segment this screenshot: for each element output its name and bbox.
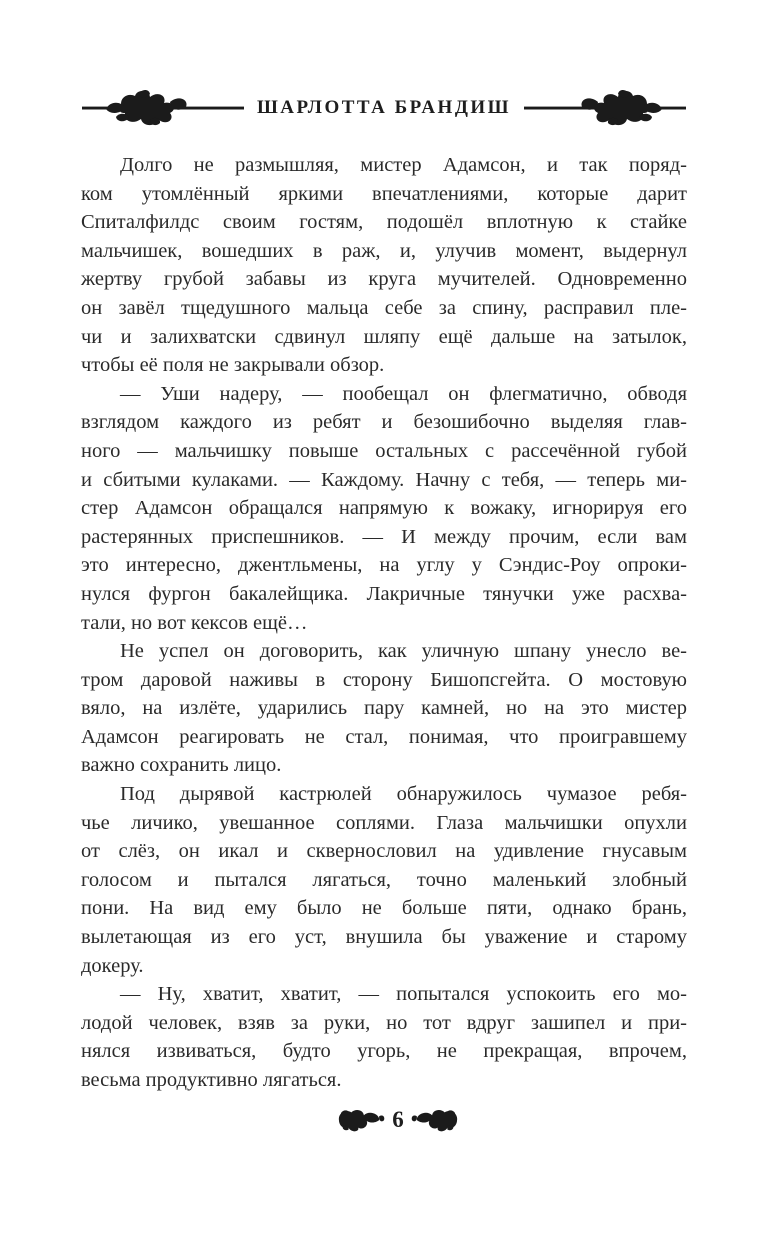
text-line: нулся фургон бакалейщика. Лакричные тянучки уже расхва- bbox=[81, 582, 687, 605]
footer-flourish-right-icon bbox=[411, 1107, 459, 1133]
header-flourish-right-icon bbox=[524, 88, 686, 128]
text-line: вяло, на излёте, ударились пару камней, но на это мистер bbox=[81, 697, 687, 720]
text-line: чтобы её поля не закрывали обзор. bbox=[81, 354, 385, 377]
text-line: и сбитыми кулаками. — Каждому. Начну с тебя, — теперь ми- bbox=[81, 468, 687, 491]
page-header bbox=[0, 86, 768, 130]
page-footer bbox=[14, 1103, 768, 1137]
text-line: ного — мальчишку повыше остальных с рассечённой губой bbox=[81, 439, 687, 462]
text-line: Адамсон реагировать не стал, понимая, что проигравшему bbox=[81, 725, 687, 748]
text-line: нялся извиваться, будто угорь, не прекращая, впрочем, bbox=[81, 1040, 687, 1063]
text-line: чи и залихватски сдвинул шляпу ещё дальше на затылок, bbox=[81, 325, 687, 348]
text-line: от слёз, он икал и сквернословил на удивление гнусавым bbox=[81, 840, 687, 863]
text-line: пони. На вид ему было не больше пяти, однако брань, bbox=[81, 897, 687, 920]
text-line: докеру. bbox=[81, 954, 144, 977]
footer-flourish-left-icon bbox=[337, 1107, 385, 1133]
text-line: он завёл тщедушного мальца себе за спину, расправил пле- bbox=[81, 296, 687, 319]
text-line: Не успел он договорить, как уличную шпану унесло ве- bbox=[120, 640, 687, 663]
text-line: мальчишек, вошедших в раж, и, улучив момент, выдернул bbox=[81, 239, 687, 262]
text-line: Спиталфилдс своим гостям, подошёл вплотную к стайке bbox=[81, 211, 687, 234]
author-running-title: ШАРЛОТТА БРАНДИШ bbox=[256, 97, 512, 118]
text-line: вылетающая из его уст, внушила бы уважение и старому bbox=[81, 926, 687, 949]
text-line: тром даровой наживы в сторону Бишопсгейта. О мостовую bbox=[81, 668, 687, 691]
text-line: голосом и пытался лягаться, точно маленький злобный bbox=[81, 868, 687, 891]
text-line: это интересно, джентльмены, на углу у Сэндис-Роу опроки- bbox=[81, 554, 687, 577]
text-line: Долго не размышляя, мистер Адамсон, и так поряд- bbox=[120, 154, 687, 176]
text-line: весьма продуктивно лягаться. bbox=[81, 1069, 342, 1091]
text-line: лодой человек, взяв за руки, но тот вдруг зашипел и при- bbox=[81, 1011, 687, 1034]
text-line: жертву грубой забавы из круга мучителей. Одновременно bbox=[81, 268, 687, 291]
text-line: взглядом каждого из ребят и безошибочно выделяя глав- bbox=[81, 411, 687, 434]
text-line: растерянных приспешников. — И между прочим, если вам bbox=[81, 525, 687, 548]
text-line: тали, но вот кексов ещё… bbox=[81, 611, 308, 634]
text-line: чье личико, увешанное соплями. Глаза мальчишки опухли bbox=[81, 811, 687, 834]
text-line: ком утомлённый яркими впечатлениями, которые дарит bbox=[81, 182, 687, 205]
header-flourish-left-icon bbox=[82, 88, 244, 128]
text-line: — Уши надеру, — пообещал он флегматично, обводя bbox=[120, 382, 687, 405]
text-line: Под дырявой кастрюлей обнаружилось чумазое ребя- bbox=[120, 783, 687, 806]
text-line: важно сохранить лицо. bbox=[81, 754, 282, 777]
text-line: — Ну, хватит, хватит, — попытался успокоить его мо- bbox=[120, 983, 687, 1006]
text-body bbox=[81, 151, 687, 1095]
text-line: стер Адамсон обращался напрямую к вожаку, игнорируя его bbox=[81, 497, 687, 520]
page-number: 6 bbox=[392, 1106, 404, 1132]
